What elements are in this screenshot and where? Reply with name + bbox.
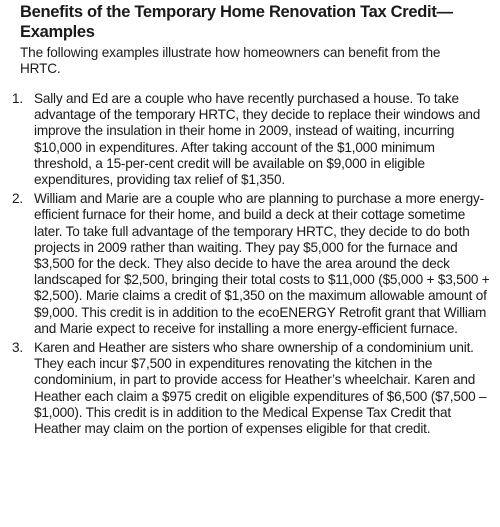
document-title: [20, 2, 490, 42]
list-item-number: 1.: [12, 91, 23, 106]
title-line-1: Benefits of the Temporary Home Renovation Tax Credit—: [20, 3, 453, 21]
list-item: [0, 340, 500, 437]
list-item-text: William and Marie are a couple who are planning to purchase a more energy-efficient furnace for their home, and build a deck at their cottage sometime later. To take full advantage of the temporary HRTC, they decide to do both projects in 2009 rather than waiting. They pay $5,000 for the furnace and $3,500 for the deck. They also decide to have the area around the deck landscaped for $2,500, bringing their total costs to $11,000 ($5,000 + $3,500 + $2,500). Marie claims a credit of $1,350 on the maximum allowable amount of $9,000. This credit is in addition to the ecoENERGY Retrofit grant that William and Marie expect to receive for installing a more energy-efficient furnace.: [34, 191, 490, 336]
intro-paragraph: The following examples illustrate how homeowners can benefit from the HRTC.: [20, 45, 441, 77]
list-item: [0, 191, 500, 337]
examples-list: [0, 91, 500, 437]
list-item-number: 3.: [12, 340, 23, 356]
list-item-text: Sally and Ed are a couple who have recently purchased a house. To take advantage of the temporary HRTC, they decide to replace their windows and improve the insulation in their home in 2009, instead of waiting, incurring $10,000 in expenditures. After taking account of the $1,000 minimum threshold, a 15-per-cent credit will be available on $9,000 in eligible expenditures, providing tax relief of $1,350.: [34, 91, 481, 188]
title-line-2: Examples: [20, 23, 95, 41]
list-item-text: Karen and Heather are sisters who share ownership of a condominium unit. They each incur $7,500 in expenditures renovating the kitchen in the condominium, in part to provide access for Heather’s wheelchair. Karen and Heather each claim a $975 credit on eligible expenditures of $6,500 ($7,500 – $1,000). This credit is in addition to the Medical Expense Tax Credit that Heather may claim on the portion of expenses eligible for that credit.: [34, 340, 487, 437]
list-item: [0, 91, 500, 188]
list-item-number: 2.: [12, 191, 23, 207]
